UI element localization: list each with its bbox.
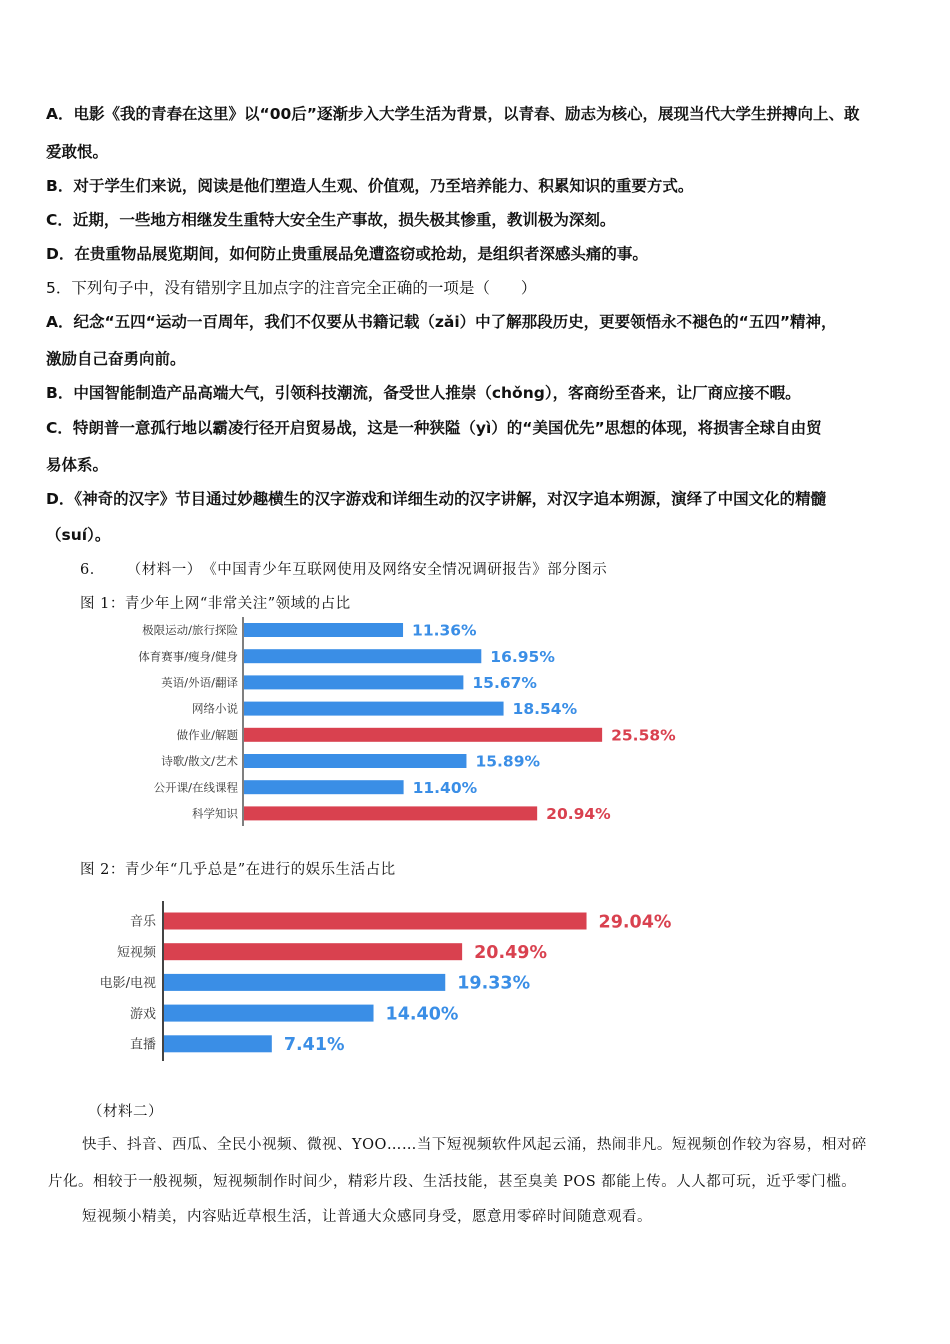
bar-7: [244, 806, 537, 820]
option-letter: D．: [46, 245, 75, 263]
material-two-para1-line2: 片化。相较于一般视频，短视频制作时间少，精彩片段、生活技能，甚至臭美 POS 都能上传。人人都可玩，近乎零门槛。: [48, 1174, 857, 1190]
bar-2: [164, 974, 445, 991]
value-label-2: 19.33%: [457, 973, 531, 994]
material-two-para1-line1: 快手、抖音、西瓜、全民小视频、微视、YOO……当下短视频软件风起云涌，热闹非凡。短视频创作较为容易，相对碎: [82, 1137, 867, 1153]
bar-1: [164, 943, 462, 960]
category-label-6: 公开课/在线课程: [153, 780, 238, 795]
value-label-1: 20.49%: [474, 943, 548, 963]
option-text: 在贵重物品展览期间，如何防止贵重展品免遭盗窃或抢劫，是组织者深感头痛的事。: [74, 245, 648, 263]
category-label-2: 英语/外语/翻译: [161, 675, 238, 690]
chart-2: [0, 895, 950, 1067]
q5-option-a-cont: 激励自己奋勇向前。: [46, 350, 186, 368]
bar-4: [164, 1035, 272, 1052]
category-label-1: 短视频: [116, 945, 156, 961]
value-label-0: 29.04%: [598, 912, 672, 933]
q6-heading: [80, 558, 607, 579]
value-label-4: 7.41%: [283, 1035, 345, 1056]
bar-1: [244, 649, 481, 663]
option-text: 特朗普一意孤行地以霸凌行径开启贸易战，这是一种狭隘（yì）的“美国优先”思想的体现，将损害全球自由贸: [72, 419, 822, 437]
option-text: 对于学生们来说，阅读是他们塑造人生观、价值观，乃至培养能力、积累知识的重要方式。: [73, 177, 694, 195]
category-label-0: 音乐: [129, 914, 156, 930]
q5-option-d-cont: （suí）。: [46, 526, 111, 544]
q5-stem: 5．下列句子中，没有错别字且加点字的注音完全正确的一项是（ ）: [46, 279, 537, 297]
bar-0: [244, 623, 403, 637]
bar-6: [244, 780, 404, 794]
option-letter: C．: [46, 211, 73, 229]
option-letter: C．: [46, 419, 73, 437]
q5-option-d: [46, 487, 826, 509]
option-letter: D．: [46, 490, 75, 508]
option-text: 中国智能制造产品高端大气，引领科技潮流，备受世人推崇（chǒng），客商纷至沓来，让厂商应接不暇。: [73, 384, 801, 402]
bar-3: [244, 702, 504, 716]
category-label-0: 极限运动/旅行探险: [142, 623, 238, 638]
category-label-5: 诗歌/散文/艺术: [161, 754, 238, 769]
value-label-2: 15.67%: [472, 673, 537, 692]
value-label-3: 14.40%: [385, 1004, 459, 1025]
value-label-7: 20.94%: [546, 804, 611, 823]
category-label-7: 科学知识: [192, 806, 238, 821]
bar-5: [244, 754, 466, 768]
option-letter: B．: [46, 384, 74, 402]
category-label-3: 网络小说: [192, 701, 238, 716]
q5-option-c-cont: 易体系。: [46, 456, 109, 474]
question-number: 6．: [80, 562, 105, 578]
bar-4: [244, 728, 602, 742]
option-text: 《神奇的汉字》节目通过妙趣横生的汉字游戏和详细生动的汉字讲解，对汉字追本朔源，演绎了中国文化的精髓: [74, 490, 827, 508]
figure-2-caption: 图 2：青少年“几乎总是”在进行的娱乐生活占比: [80, 862, 396, 878]
value-label-0: 11.36%: [412, 621, 477, 640]
category-label-3: 游戏: [129, 1006, 156, 1022]
q5-option-c: [46, 416, 822, 438]
value-label-1: 16.95%: [490, 647, 555, 666]
figure-1-caption: 图 1：青少年上网“非常关注”领域的占比: [80, 596, 351, 612]
value-label-6: 11.40%: [412, 778, 478, 797]
option-text: 电影《我的青春在这里》以“00后”逐渐步入大学生活为背景，以青春、励志为核心，展现当代大学生拼搏向上、敢: [73, 105, 860, 123]
material-one-title: （材料一） 《中国青少年互联网使用及网络安全情况调研报告》部分图示: [126, 562, 608, 578]
q4-option-b: [46, 174, 693, 196]
value-label-5: 15.89%: [475, 752, 541, 771]
category-label-2: 电影/电视: [99, 976, 156, 992]
bar-2: [244, 675, 463, 689]
material-two-title: （材料二）: [88, 1104, 163, 1120]
value-label-4: 25.58%: [611, 726, 676, 745]
material-two-para2: 短视频小精美，内容贴近草根生活，让普通大众感同身受，愿意用零碎时间随意观看。: [82, 1209, 652, 1225]
q4-option-a: [46, 102, 859, 124]
q5-option-b: [46, 381, 801, 403]
q4-option-a-cont: 爱敢恨。: [46, 143, 109, 161]
category-label-4: 直播: [129, 1037, 156, 1053]
option-text: 近期，一些地方相继发生重特大安全生产事故，损失极其惨重，教训极为深刻。: [72, 211, 616, 229]
q4-option-d: [46, 242, 648, 264]
bar-3: [164, 1005, 374, 1022]
chart-1: [0, 612, 950, 832]
option-letter: B．: [46, 177, 74, 195]
category-label-4: 做作业/解题: [176, 727, 238, 742]
bar-0: [164, 913, 587, 930]
q4-option-c: [46, 208, 615, 230]
q5-option-a: [46, 310, 837, 332]
value-label-3: 18.54%: [512, 700, 578, 719]
option-letter: A．: [46, 105, 74, 123]
option-text: 纪念“五四“运动一百周年，我们不仅要从书籍记载（zǎi）中了解那段历史，更要领悟永不褪色的“五四”精神，: [73, 313, 837, 331]
category-label-1: 体育赛事/瘦身/健身: [138, 649, 238, 664]
option-letter: A．: [46, 313, 74, 331]
